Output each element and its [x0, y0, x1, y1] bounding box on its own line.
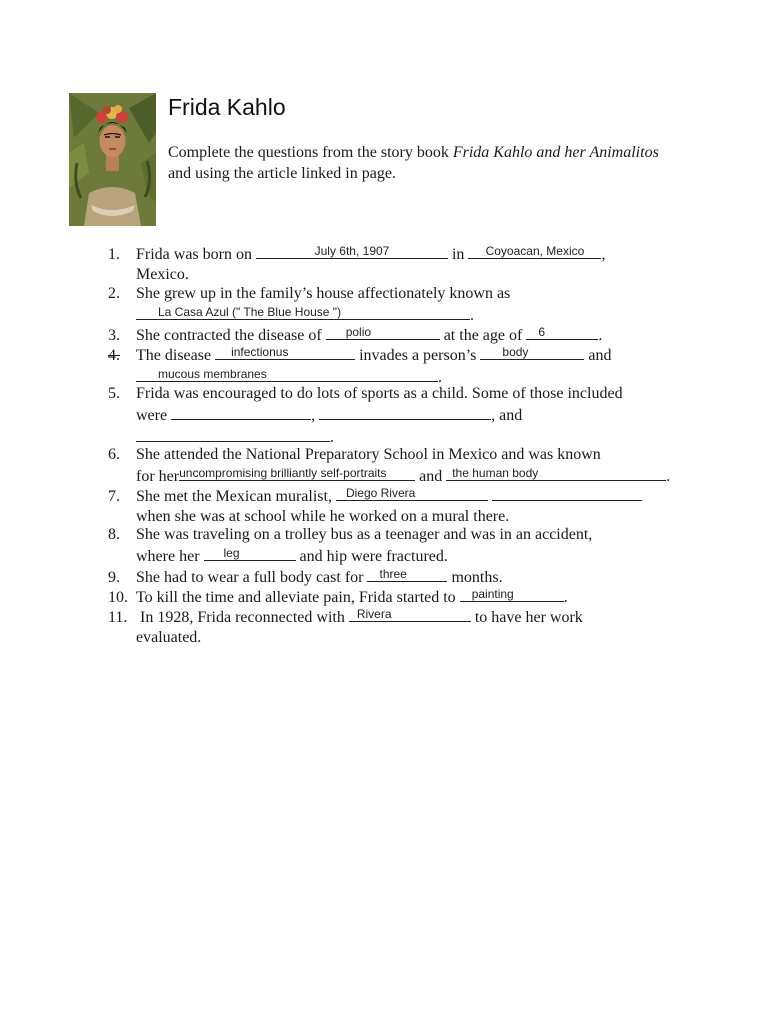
- question-number: 5.: [108, 385, 120, 402]
- question-9: [108, 566, 688, 588]
- answer-blank-sport-3[interactable]: [136, 426, 330, 442]
- answer-blank-known-for-2[interactable]: [446, 465, 666, 481]
- answer-text: three: [379, 567, 407, 581]
- question-3: [108, 324, 688, 346]
- question-text: Frida was encouraged to do lots of sports as a child. Some of those included: [136, 385, 623, 402]
- answer-text: Coyoacan, Mexico: [485, 244, 585, 258]
- question-text: She contracted the disease of: [136, 327, 326, 344]
- question-text: She met the Mexican muralist,: [136, 488, 336, 505]
- answer-blank-muralist-extra[interactable]: [492, 485, 642, 501]
- question-10: [108, 586, 688, 608]
- question-number: 8.: [108, 526, 120, 543]
- frida-portrait-image: [69, 93, 156, 226]
- answer-text: the human body: [452, 466, 539, 480]
- question-number: 9.: [108, 569, 120, 586]
- question-text: .: [470, 307, 474, 324]
- question-text: and: [584, 347, 612, 364]
- answer-blank-house-name[interactable]: [136, 304, 470, 320]
- question-number: 7.: [108, 488, 120, 505]
- question-text: The disease: [136, 347, 216, 364]
- question-text: She had to wear a full body cast for: [136, 569, 368, 586]
- question-number: 1.: [108, 246, 120, 263]
- question-text: when she was at school while he worked on a mural there.: [136, 508, 510, 525]
- answer-text: painting: [471, 587, 514, 601]
- answer-text: La Casa Azul (" The Blue House "): [158, 305, 342, 319]
- question-text: Frida was born on: [136, 246, 256, 263]
- answer-text: July 6th, 1907: [314, 244, 390, 258]
- question-text: invades a person’s: [355, 347, 481, 364]
- question-number: 2.: [108, 285, 120, 302]
- question-text: and hip were fractured.: [295, 548, 448, 565]
- question-text: to have her work: [470, 609, 583, 626]
- answer-blank-activity[interactable]: [460, 586, 564, 602]
- question-text: Mexico.: [136, 266, 189, 283]
- answer-blank-birthdate[interactable]: [256, 243, 448, 259]
- answer-text: body: [502, 345, 529, 359]
- question-text: To kill the time and alleviate pain, Frida started to: [136, 589, 460, 606]
- book-title: Frida Kahlo and her Animalitos: [452, 144, 659, 161]
- question-text: where her: [136, 548, 204, 565]
- answer-blank-membranes[interactable]: [136, 366, 438, 382]
- question-text: ,: [601, 246, 606, 263]
- answer-blank-reconnected-with[interactable]: [349, 606, 471, 622]
- answer-text: Rivera: [356, 607, 392, 621]
- answer-blank-sport-2[interactable]: [319, 404, 491, 420]
- question-number: 4.: [108, 347, 120, 364]
- answer-blank-disease[interactable]: [326, 324, 440, 340]
- page-title: Frida Kahlo: [168, 94, 286, 120]
- question-text: .: [598, 327, 603, 344]
- question-number: 6.: [108, 446, 120, 463]
- question-text: evaluated.: [136, 629, 202, 646]
- question-text: ,: [311, 407, 320, 424]
- instructions-text-1: Complete the questions from the story book: [168, 144, 453, 161]
- question-number: 3.: [108, 327, 120, 344]
- answer-text: Diego Rivera: [345, 486, 416, 500]
- question-text: She attended the National Preparatory School in Mexico and was known: [136, 446, 601, 463]
- question-2: [108, 284, 688, 326]
- question-text: She grew up in the family’s house affectionately known as: [136, 285, 511, 302]
- instructions-text-2: and using the article linked in page.: [168, 165, 396, 182]
- question-text: in: [447, 246, 469, 263]
- question-text: .: [666, 468, 671, 485]
- question-text: She was traveling on a trolley bus as a teenager and was in an accident,: [136, 526, 593, 543]
- question-5: [108, 384, 688, 448]
- instructions: [168, 142, 668, 184]
- question-text: , and: [491, 407, 523, 424]
- question-text: and: [415, 468, 447, 485]
- answer-blank-sport-1[interactable]: [171, 404, 311, 420]
- question-text: .: [438, 369, 442, 386]
- question-number: 11.: [108, 609, 128, 626]
- answer-text: 6: [538, 325, 546, 339]
- question-8: [108, 525, 688, 567]
- answer-blank-disease-type[interactable]: [215, 344, 355, 360]
- answer-blank-muralist[interactable]: [336, 485, 488, 501]
- question-text: for her: [136, 468, 180, 485]
- question-11: [108, 606, 688, 648]
- answer-blank-invaded-part[interactable]: [480, 344, 584, 360]
- answer-blank-age[interactable]: [526, 324, 598, 340]
- answer-text: uncompromising brilliantly self-portraits: [179, 466, 387, 480]
- answer-text: leg: [223, 546, 240, 560]
- answer-blank-fractured-part[interactable]: [204, 545, 296, 561]
- answer-text: infectionus: [231, 345, 289, 359]
- question-text: months.: [447, 569, 503, 586]
- question-text: In 1928, Frida reconnected with: [136, 609, 349, 626]
- question-7: [108, 485, 688, 527]
- question-text: .: [330, 429, 334, 446]
- answer-text: polio: [345, 325, 372, 339]
- answer-text: mucous membranes: [158, 367, 267, 381]
- question-1: [108, 243, 688, 285]
- question-text: were: [136, 407, 172, 424]
- question-text: at the age of: [439, 327, 527, 344]
- question-text: .: [563, 589, 568, 606]
- question-6: [108, 445, 688, 487]
- answer-blank-birthplace[interactable]: [468, 243, 601, 259]
- question-4: [108, 344, 688, 388]
- answer-blank-cast-duration[interactable]: [367, 566, 447, 582]
- question-number: 10.: [108, 589, 128, 606]
- answer-blank-known-for-1[interactable]: [179, 465, 415, 481]
